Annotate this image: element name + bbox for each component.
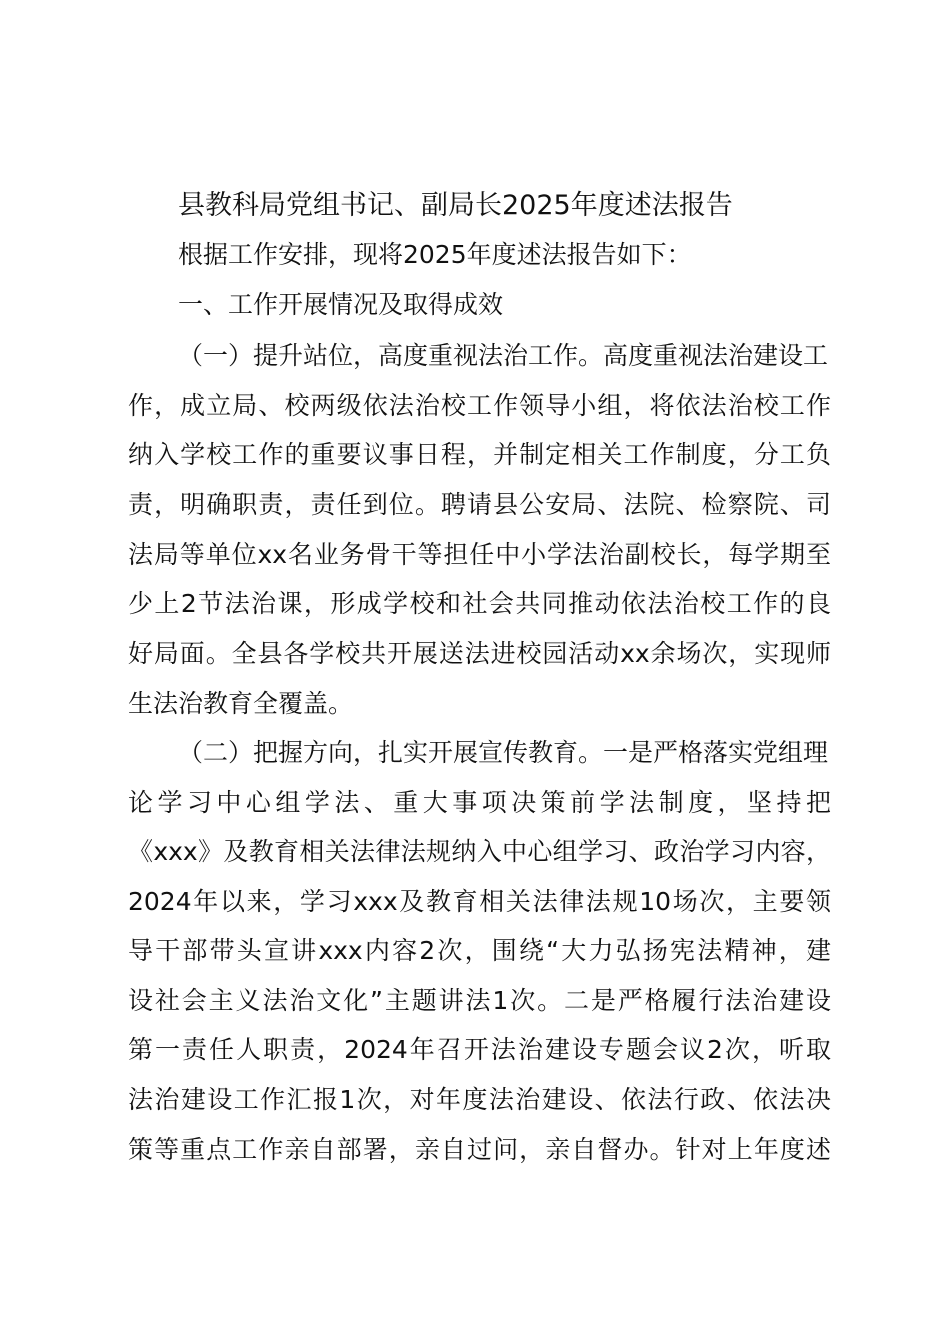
paragraph-2-line-2: 论学习中心组学法、重大事项决策前学法制度，坚持把 [128,788,831,817]
paragraph-2-line-1: （二）把握方向，扎实开展宣传教育。一是严格落实党组理 [178,738,829,767]
paragraph-2-line-3: 《xxx》及教育相关法律法规纳入中心组学习、政治学习内容， [128,837,831,866]
paragraph-2-line-5: 导干部带头宣讲xxx内容2次，围绕“大力弘扬宪法精神，建 [128,936,831,965]
paragraph-1-line-7: 好局面。全县各学校共开展送法进校园活动xx余场次，实现师 [128,639,831,668]
paragraph-2-line-6: 设社会主义法治文化”主题讲法1次。二是严格履行法治建设 [128,986,831,1015]
paragraph-2-line-9: 策等重点工作亲自部署，亲自过问，亲自督办。针对上年度述 [128,1135,831,1164]
paragraph-1-line-4: 责，明确职责，责任到位。聘请县公安局、法院、检察院、司 [128,490,831,519]
paragraph-2-line-4: 2024年以来，学习xxx及教育相关法律法规10场次，主要领 [128,887,831,916]
paragraph-1-line-1: （一）提升站位，高度重视法治工作。高度重视法治建设工 [178,341,829,370]
paragraph-2-line-7: 第一责任人职责，2024年召开法治建设专题会议2次，听取 [128,1035,831,1064]
paragraph-1-line-3: 纳入学校工作的重要议事日程，并制定相关工作制度，分工负 [128,440,831,469]
paragraph-1-line-5: 法局等单位xx名业务骨干等担任中小学法治副校长，每学期至 [128,540,831,569]
paragraph-1-line-6: 少上2节法治课，形成学校和社会共同推动依法治校工作的良 [128,589,831,618]
document-title: 县教科局党组书记、副局长2025年度述法报告 [178,190,733,221]
paragraph-2-line-8: 法治建设工作汇报1次，对年度法治建设、依法行政、依法决 [128,1085,831,1114]
paragraph-1-line-8: 生法治教育全覆盖。 [128,689,354,718]
paragraph-1-line-2: 作，成立局、校两级依法治校工作领导小组，将依法治校工作 [128,391,831,420]
intro-text: 根据工作安排，现将2025年度述法报告如下： [178,240,692,269]
section-heading: 一、工作开展情况及取得成效 [178,290,504,319]
